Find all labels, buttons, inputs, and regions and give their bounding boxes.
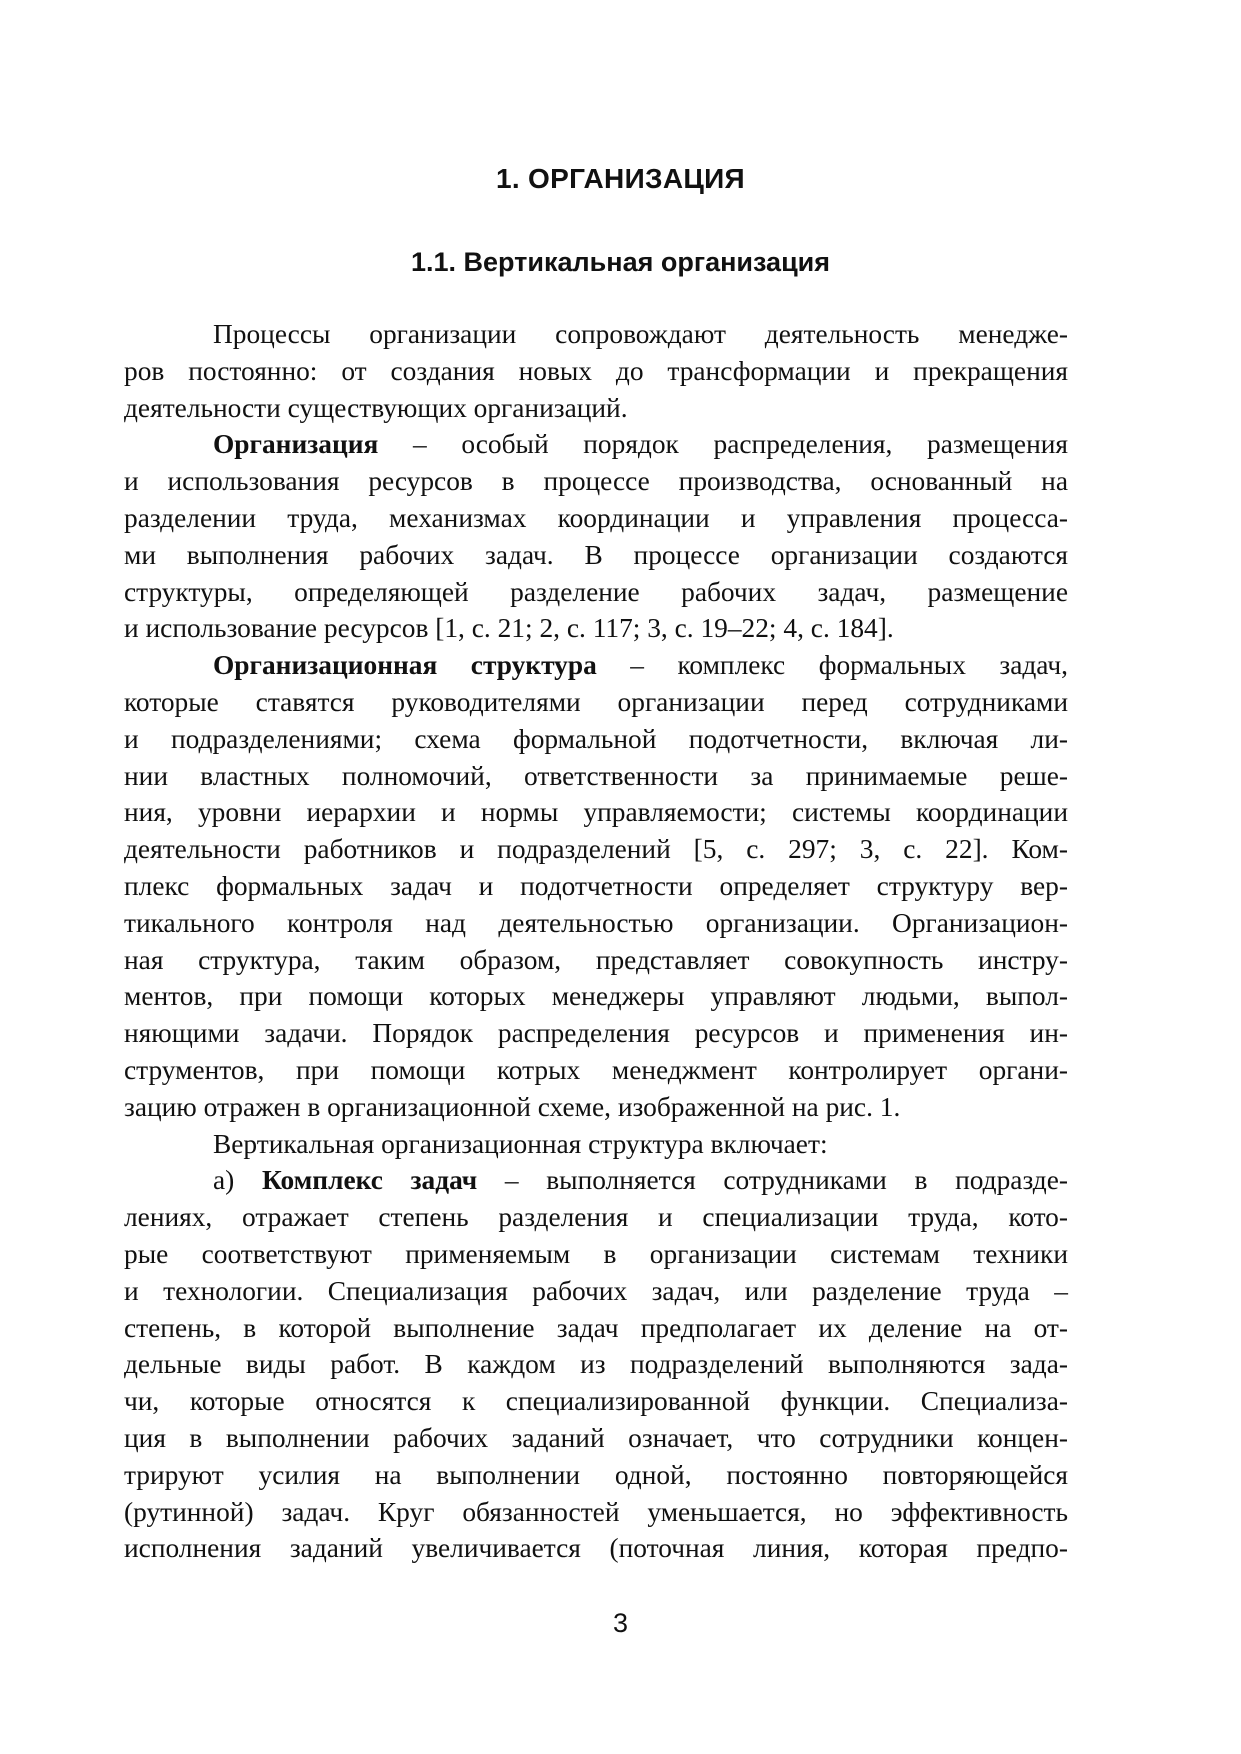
- paragraph-list-intro: [124, 1126, 1068, 1163]
- text-line: тикального контроля над деятельностью организации. Организацион-: [124, 907, 1068, 938]
- paragraph-organization-definition: [124, 426, 1068, 647]
- text-line: деятельности существующих организаций.: [124, 392, 628, 423]
- text-line: ния, уровни иерархии и нормы управляемости; системы координации: [124, 797, 1068, 828]
- text-fragment: – выполняется сотрудниками в подразде-: [477, 1165, 1068, 1196]
- text-line: Процессы организации сопровождают деятельность менедже-: [213, 319, 1068, 349]
- paragraph-list-item-a: [124, 1162, 1068, 1567]
- page-number: 3: [612, 1608, 629, 1638]
- text-line: ментов, при помощи которых менеджеры управляют людьми, выпол-: [124, 981, 1068, 1012]
- text-line: ми выполнения рабочих задач. В процессе организации создаются: [124, 539, 1068, 570]
- text-line: разделении труда, механизмах координации и управления процесса-: [124, 502, 1068, 533]
- text-line: исполнения заданий увеличивается (поточная линия, которая предпо-: [124, 1533, 1068, 1564]
- text-line: чи, которые относятся к специализированной функции. Специализа-: [124, 1386, 1068, 1417]
- paragraph-structure-definition: [124, 647, 1068, 1125]
- text-fragment: – комплекс формальных задач,: [596, 650, 1068, 681]
- text-line: [124, 647, 1068, 684]
- body-text: [124, 316, 1068, 1567]
- text-line: и использование ресурсов [1, с. 21; 2, с. 117; 3, с. 19–22; 4, с. 184].: [124, 613, 894, 644]
- defined-term: Организация: [213, 429, 379, 460]
- text-line: ция в выполнении рабочих заданий означает, что сотрудники концен-: [124, 1422, 1068, 1453]
- text-line: и использования ресурсов в процессе производства, основанный на: [124, 466, 1068, 497]
- text-line: и технологии. Специализация рабочих задач, или разделение труда –: [124, 1275, 1068, 1306]
- text-line: степень, в которой выполнение задач предполагает их деление на от-: [124, 1312, 1068, 1343]
- text-line: Вертикальная организационная структура включает:: [213, 1128, 828, 1159]
- text-line: струментов, при помощи котрых менеджмент контролирует органи-: [124, 1054, 1068, 1085]
- text-line: нии властных полномочий, ответственности за принимаемые реше-: [124, 760, 1068, 791]
- list-marker: а): [213, 1165, 262, 1196]
- text-line: рые соответствуют применяемым в организации системам техники: [124, 1238, 1068, 1269]
- text-line: трируют усилия на выполнении одной, постоянно повторяющейся: [124, 1459, 1068, 1490]
- text-line: [124, 1162, 1068, 1199]
- defined-term: Организационная структура: [213, 650, 597, 681]
- text-line: деятельности работников и подразделений [5, с. 297; 3, с. 22]. Ком-: [124, 834, 1068, 865]
- defined-term: Комплекс задач: [261, 1165, 478, 1196]
- text-line: лениях, отражает степень разделения и специализации труда, кото-: [124, 1202, 1068, 1233]
- section-title: 1.1. Вертикальная организация: [410, 247, 831, 277]
- text-fragment: – особый порядок распределения, размещения: [378, 429, 1068, 460]
- text-line: структуры, определяющей разделение рабочих задач, размещение: [124, 576, 1068, 607]
- text-line: зацию отражен в организационной схеме, изображенной на рис. 1.: [124, 1091, 901, 1122]
- text-line: няющими задачи. Порядок распределения ресурсов и применения ин-: [124, 1018, 1068, 1049]
- text-line: дельные виды работ. В каждом из подразделений выполняются зада-: [124, 1349, 1068, 1380]
- text-line: плекс формальных задач и подотчетности определяет структуру вер-: [124, 870, 1068, 901]
- paragraph-intro: [124, 316, 1068, 426]
- text-line: [124, 426, 1068, 463]
- text-line: которые ставятся руководителями организации перед сотрудниками: [124, 686, 1068, 717]
- text-line: и подразделениями; схема формальной подотчетности, включая ли-: [124, 723, 1068, 754]
- text-line: ная структура, таким образом, представляет совокупность инстру-: [124, 944, 1068, 975]
- text-line: ров постоянно: от создания новых до трансформации и прекращения: [124, 355, 1068, 386]
- text-line: (рутинной) задач. Круг обязанностей уменьшается, но эффективность: [124, 1496, 1068, 1527]
- chapter-title: 1. ОРГАНИЗАЦИЯ: [496, 163, 745, 194]
